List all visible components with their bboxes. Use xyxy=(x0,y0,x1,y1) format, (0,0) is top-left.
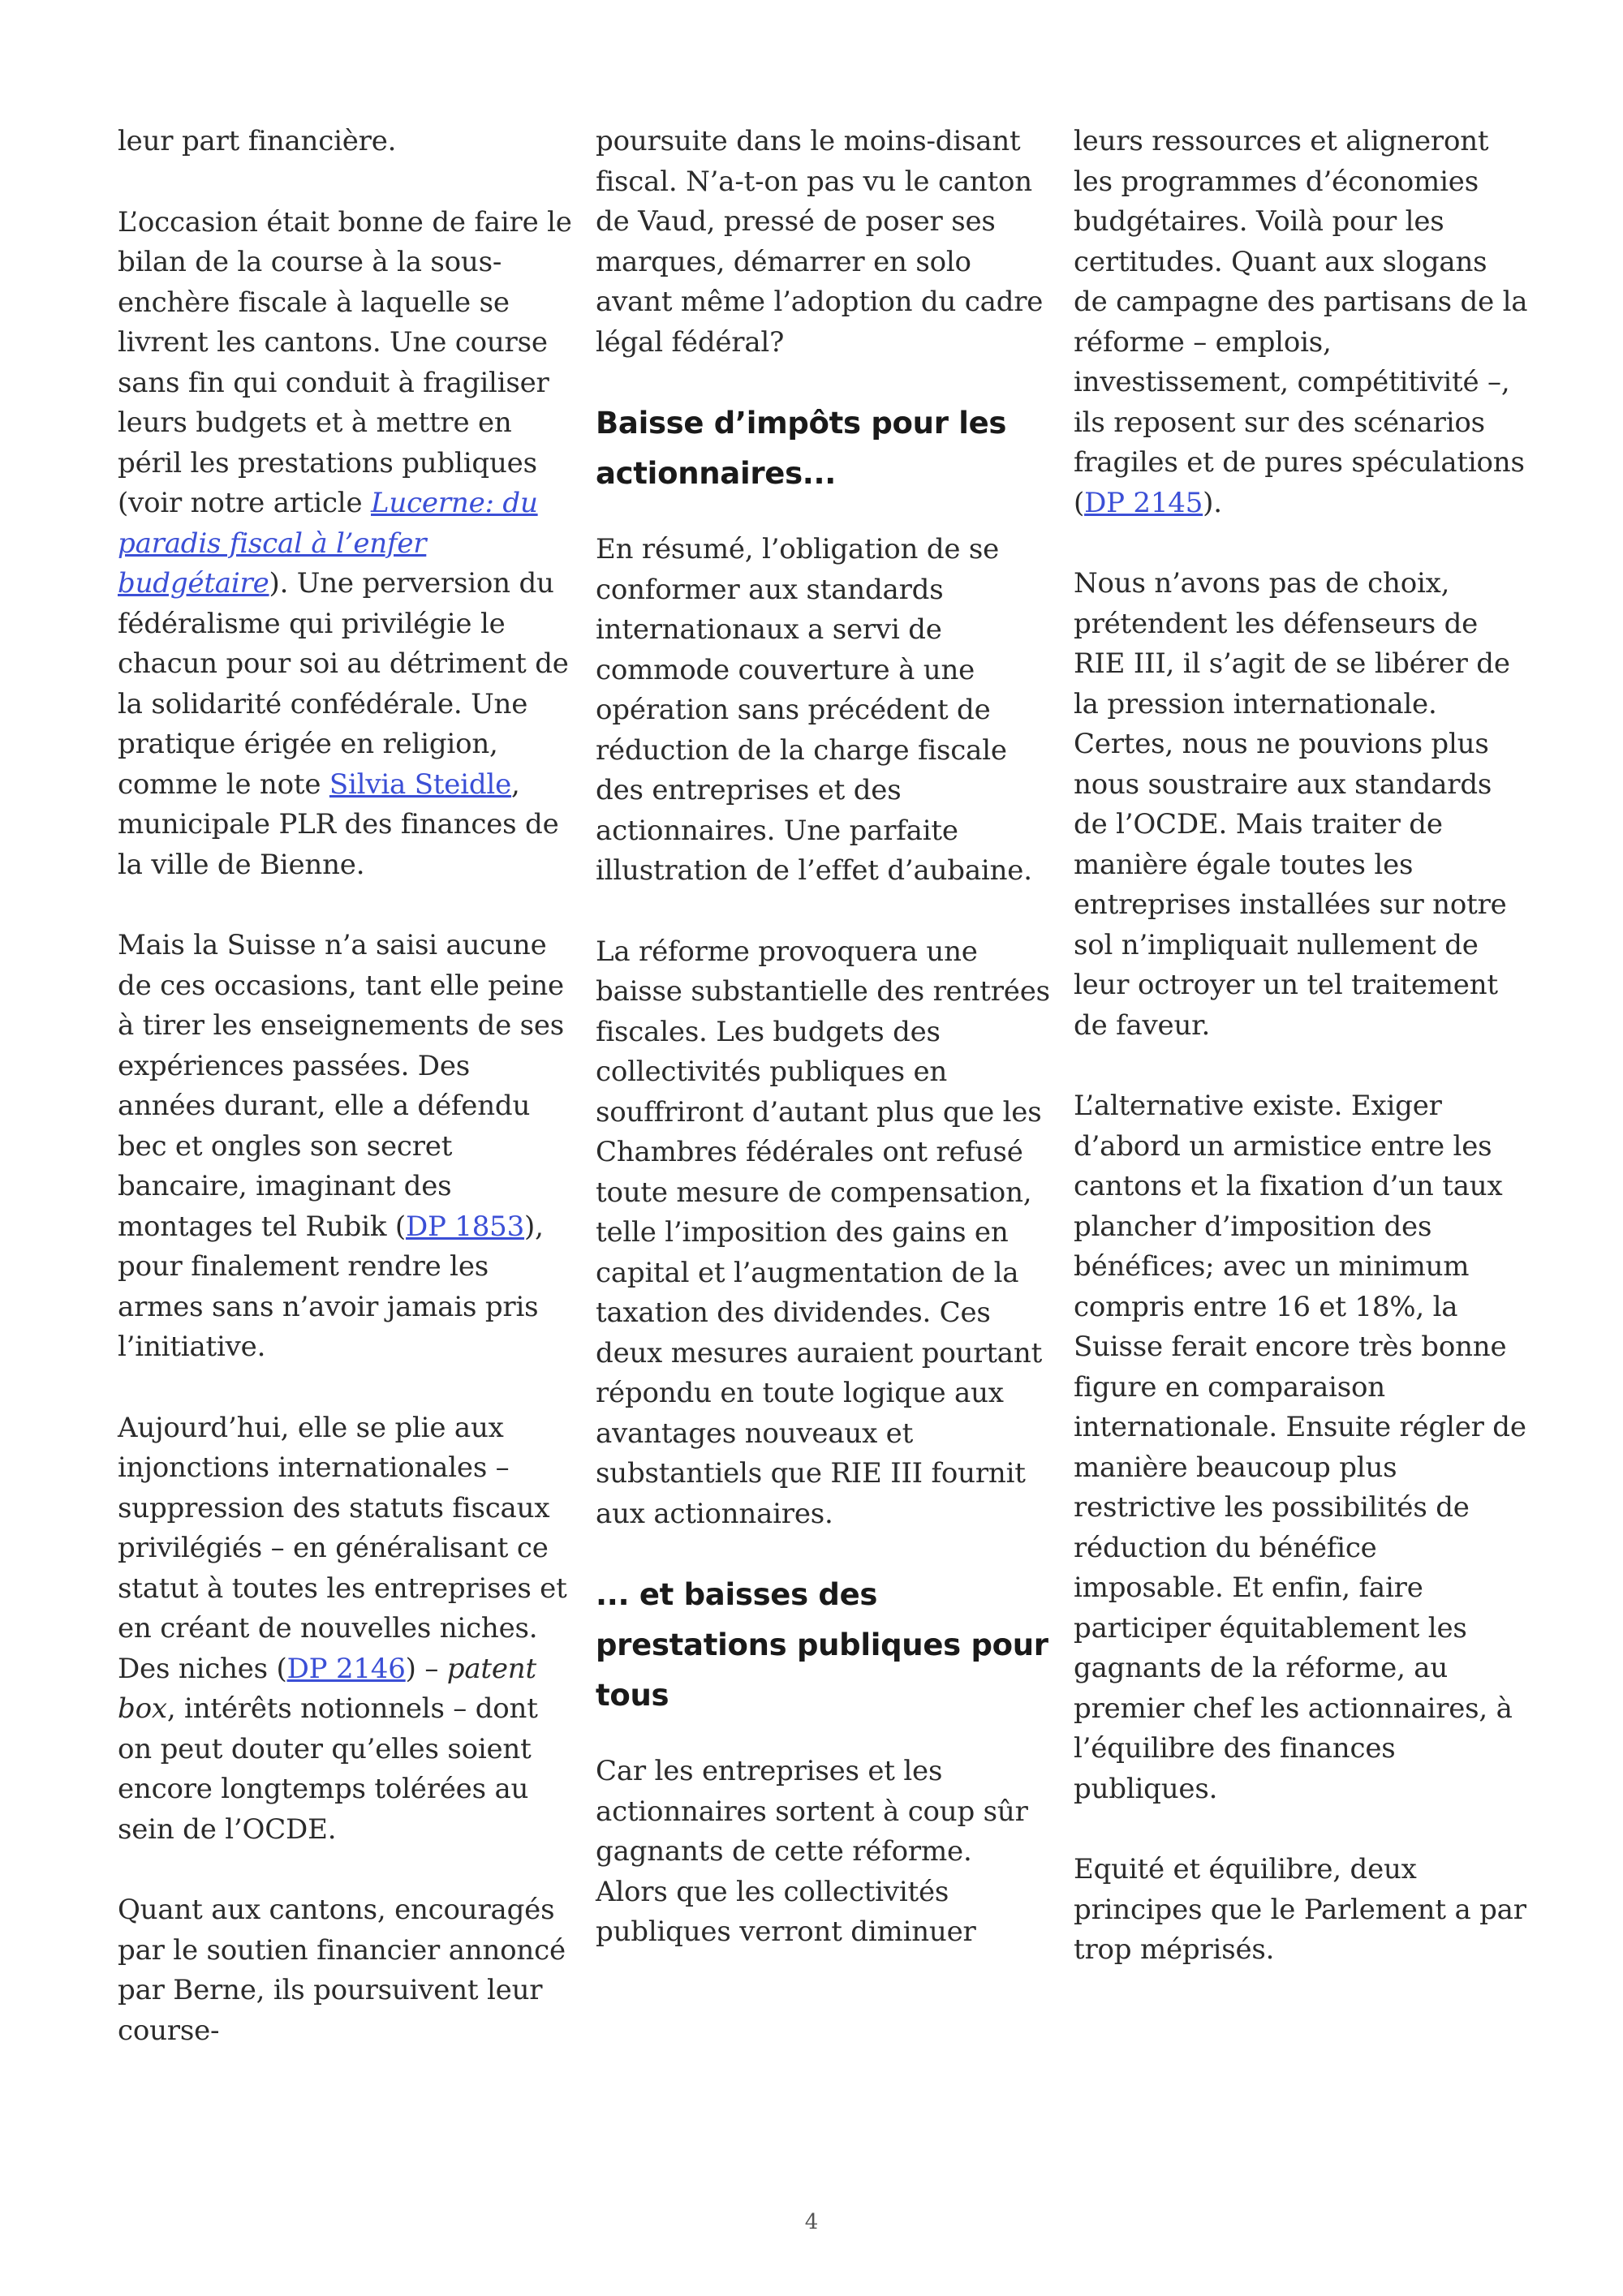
link-dp-2146[interactable]: DP 2146 xyxy=(286,1652,406,1685)
paragraph: leur part financière. xyxy=(118,125,397,157)
paragraph: poursuite dans le moins-disant fiscal. N’a-t-on pas vu le canton de Vaud, pressé de poser ses marques, démarrer en solo avant même l’adoption du cadre légal fédéral? xyxy=(596,125,1044,359)
paragraph: Quant aux cantons, encouragés par le soutien financier annoncé par Berne, ils poursuivent leur course- xyxy=(118,1894,566,2047)
column-3 xyxy=(1074,122,1528,2011)
paragraph: Car les entreprises et les actionnaires sortent à coup sûr gagnants de cette réforme. Alors que les collectivités publiques verront diminuer xyxy=(596,1755,1028,1948)
paragraph: Mais la Suisse n’a saisi aucune de ces occasions, tant elle peine à tirer les enseignements de ses expériences passées. Des années durant, elle a défendu bec et ongles son secret bancaire, imaginant des montages tel Rubik (DP 1853), pour finalement rendre les armes sans n’avoir jamais pris l’initiative. xyxy=(118,929,565,1363)
column-1 xyxy=(118,122,572,2092)
paragraph: leurs ressources et aligneront les programmes d’économies budgétaires. Voilà pour les certitudes. Quant aux slogans de campagne des partisans de la réforme – emplois, investissement, compétitivité –, ils reposent sur des scénarios fragiles et de pures spéculations (DP 2145). xyxy=(1074,125,1528,519)
link-dp-1853[interactable]: DP 1853 xyxy=(405,1210,525,1243)
paragraph: Equité et équilibre, deux principes que le Parlement a par trop méprisés. xyxy=(1074,1853,1526,1966)
section-heading: Baisse d’impôts pour les actionnaires... xyxy=(596,406,1007,491)
page-number: 4 xyxy=(804,2210,819,2234)
paragraph: La réforme provoquera une baisse substantielle des rentrées fiscales. Les budgets des collectivités publiques en souffriront d’autant plus que les Chambres fédérales ont refusé toute mesure de compensation, telle l’imposition des gains en capital et l’augmentation de la taxation des dividendes. Ces deux mesures auraient pourtant répondu en toute logique aux avantages nouveaux et substantiels que RIE III fournit aux actionnaires. xyxy=(596,935,1050,1530)
paragraph: En résumé, l’obligation de se conformer aux standards internationaux a servi de commode couverture à une opération sans précédent de réduction de la charge fiscale des entreprises et des actionnaires. Une parfaite illustration de l’effet d’aubaine. xyxy=(596,533,1032,887)
paragraph: Aujourd’hui, elle se plie aux injonctions internationales – suppression des statuts fiscaux privilégiés – en généralisant ce statut à toutes les entreprises et en créant de nouvelles niches. Des niches (DP 2146) – patent box, intérêts notionnels – dont on peut douter qu’elles soient encore longtemps tolérées au sein de l’OCDE. xyxy=(118,1411,567,1846)
section-heading: ... et baisses des prestations publiques pour tous xyxy=(596,1577,1048,1713)
link-dp-2145[interactable]: DP 2145 xyxy=(1084,486,1203,519)
emphasis: patent box xyxy=(118,1652,536,1725)
link-lucerne-article[interactable]: Lucerne: du paradis fiscal à l’enfer budgétaire xyxy=(118,487,538,600)
paragraph: L’occasion était bonne de faire le bilan de la course à la sous-enchère fiscale à laquelle se livrent les cantons. Une course sans fin qui conduit à fragiliser leurs budgets et à mettre en péril les prestations publiques (voir notre article Lucerne: du paradis fiscal à l’enfer budgétaire). Une perversion du fédéralisme qui privilégie le chacun pour soi au détriment de la solidarité confédérale. Une pratique érigée en religion, comme le note Silvia Steidle, municipale PLR des finances de la ville de Bienne. xyxy=(118,205,572,881)
paragraph: Nous n’avons pas de choix, prétendent les défenseurs de RIE III, il s’agit de se libérer de la pression internationale. Certes, nous ne pouvions plus nous soustraire aux standards de l’OCDE. Mais traiter de manière égale toutes les entreprises installées sur notre sol n’impliquait nullement de leur octroyer un tel traitement de faveur. xyxy=(1074,567,1510,1042)
link-silvia-steidle[interactable]: Silvia Steidle xyxy=(329,767,512,801)
column-2 xyxy=(596,122,1050,1993)
paragraph: L’alternative existe. Exiger d’abord un armistice entre les cantons et la fixation d’un taux plancher d’imposition des bénéfices; avec un minimum compris entre 16 et 18%, la Suisse ferait encore très bonne figure en comparaison internationale. Ensuite régler de manière beaucoup plus restrictive les possibilités de réduction du bénéfice imposable. Et enfin, faire participer équitablement les gagnants de la réforme, au premier chef les actionnaires, à l’équilibre des finances publiques. xyxy=(1074,1090,1526,1805)
